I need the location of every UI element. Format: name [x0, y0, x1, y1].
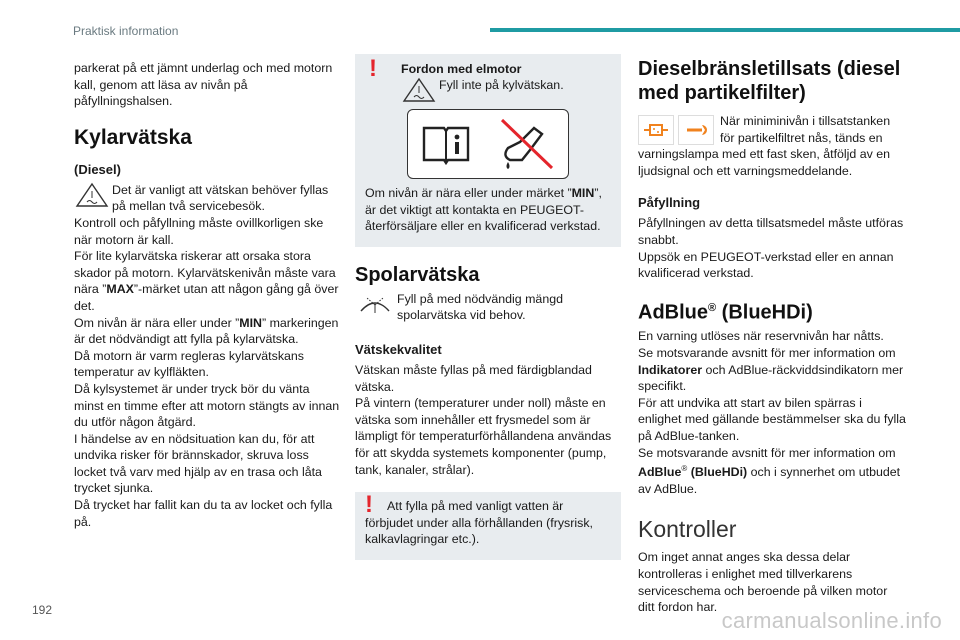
manual-book-icon [420, 122, 472, 166]
heading-adblue: AdBlue® (BlueHDi) [638, 301, 813, 324]
manual-illustration [407, 109, 569, 179]
body-line: Se motsvarande avsnitt för mer information om Indikatorer och AdBlue-räckviddsindikatorn mer specifikt. [638, 346, 904, 394]
body-line: Se motsvarande avsnitt för mer information om AdBlue® (BlueHDi) och i synnerhet om utbudet av AdBlue. [638, 445, 901, 496]
page-number: 192 [32, 603, 53, 617]
warning-icons [638, 115, 714, 145]
particle-filter-warning-icon [638, 115, 674, 145]
warning-exclamation-icon: ! [365, 491, 373, 519]
watermark: carmanualsonline.info [721, 608, 942, 633]
body-line: För lite kylarvätska riskerar att orsaka stora skador på motorn. Kylarvätskenivån måste vara nära ”MAX”-märket utan att någon gång gå över det. [74, 249, 339, 313]
heading-kylarvatska: Kylarvätska [74, 125, 192, 149]
heading-dieseltillsats: Dieselbränsletillsats (diesel med partikelfilter) [638, 58, 901, 104]
body-line: En varning utlöses när reservnivån har nåtts. [638, 329, 884, 344]
note-warning-text: Fyll inte på kylvätskan. [439, 78, 564, 92]
body-line: Då motorn är varm regleras kylarvätskans temperatur av kylfläkten. [74, 348, 304, 380]
warning-note [74, 182, 342, 215]
note-electric [355, 54, 621, 247]
dieseltillsats-warning [638, 113, 906, 179]
subheading-vatskekvalitet: Vätskekvalitet [355, 341, 442, 357]
body-line: Då trycket har fallit kan du ta av locket och fylla på. [74, 498, 333, 529]
washer-fluid-icon [355, 291, 395, 317]
subheading-pafyllning: Påfyllning [638, 195, 701, 211]
dieseltillsats-text: När miniminivån i tillsatstanken för partikelfiltret nås, tänds en varningslampa med ett fast sken, åtföljd av en ljudsignal och ett varningsmeddelande. [638, 114, 891, 178]
kontroller-text: Om inget annat anges ska dessa delar kontrolleras i enlighet med tillverkarens serviceschema och beroende på vilken motor ditt fordon har. [638, 550, 888, 615]
body-line: Då kylsystemet är under tryck bör du vänta minst en timme efter att motorn stängts av innan du utför någon åtgärd. [74, 381, 340, 430]
warning-triangle-icon [401, 77, 437, 103]
body-line: Kontroll och påfyllning måste ovillkorligen ske när motorn är kall. [74, 215, 324, 247]
subheading-diesel: (Diesel) [74, 161, 121, 177]
warning-note-text: Det är vanligt att vätskan behöver fyllas på mellan två servicebesök. [112, 182, 329, 214]
column-3 [638, 57, 906, 616]
body-line: Uppsök en PEUGEOT-verkstad eller en annan kvalificerad verkstad. [638, 249, 894, 281]
heading-spolarvatska: Spolarvätska [355, 263, 480, 286]
intro-text: parkerat på ett jämnt underlag och med motorn kall, genom att läsa av nivån på påfyllningshalsen. [74, 61, 333, 109]
column-1 [74, 60, 342, 530]
warning-triangle-icon [74, 182, 110, 208]
section-header: Praktisk information [73, 24, 179, 38]
body-line: På vintern (temperaturer under noll) måste en vätska som innehåller ett frysmedel som är lämpligt för temperaturförhållandena användas för att skydda systemets komponenter (pump, tank, kanaler, strålar). [355, 396, 612, 477]
no-coolant-fill-icon [496, 116, 556, 172]
warning-exclamation-icon: ! [369, 55, 377, 82]
note-title: Fordon med elmotor [401, 62, 522, 76]
note-warning-row [401, 77, 611, 103]
body-line: Påfyllningen av detta tillsatsmedel måste utföras snabbt. [638, 216, 904, 247]
note-water [355, 492, 621, 560]
header-accent-bar [490, 28, 960, 32]
body-line: Om nivån är nära eller under ”MIN” markeringen är det nödvändigt att fylla på kylarvätska. [74, 315, 339, 347]
body-line: Vätskan måste fyllas på med färdigblandad vätska. [355, 362, 592, 394]
column-2 [355, 54, 621, 560]
washer-note [355, 291, 621, 324]
body-line: För att undvika att start av bilen spärras i enlighet med gällande bestämmelser ska du fylla på AdBlue-tanken. [638, 395, 906, 443]
note-body-text: Om nivån är nära eller under märket ”MIN”, är det viktigt att kontakta en PEUGEOT-återförsäljare eller en kvalificerad verkstad. [365, 186, 602, 234]
body-line: I händelse av en nödsituation kan du, för att undvika risker för brännskador, skruva loss locket två varv med hjälp av en trasa och låta trycket sjunka. [74, 431, 322, 496]
note-water-text: Att fylla på med vanligt vatten är förbjudet under alla förhållanden (frysrisk, kalkavlagringar etc.). [365, 499, 593, 547]
wrench-service-icon [678, 115, 714, 145]
washer-text: Fyll på med nödvändig mängd spolarvätska vid behov. [397, 291, 563, 323]
heading-kontroller: Kontroller [638, 516, 737, 543]
